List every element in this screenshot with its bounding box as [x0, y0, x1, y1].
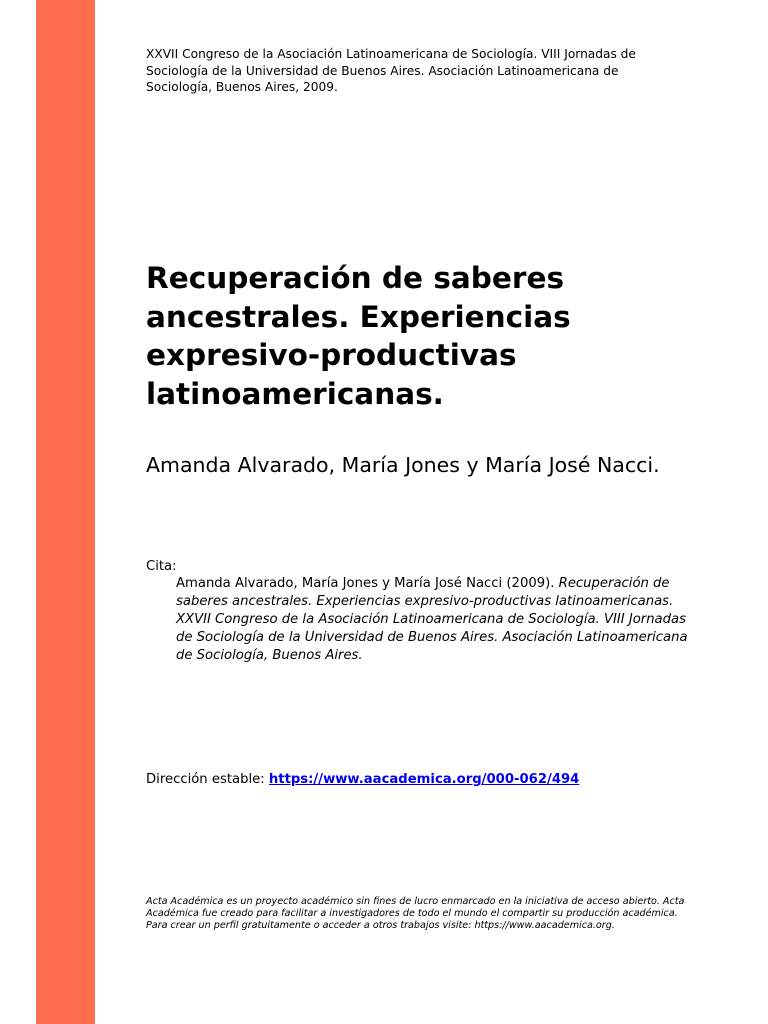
- citation-italic: Recuperación de saberes ancestrales. Experiencias expresivo-productivas latinoamericanas. XXVII Congreso de la Asociación Latinoamericana de Sociología. VIII Jornadas de Sociología de la Universidad de Buenos Aires. Asociación Latinoamericana de Sociología, Buenos Aires.: [176, 576, 688, 663]
- citation-text: [176, 575, 696, 665]
- stable-address-link[interactable]: https://www.aacademica.org/000-062/494: [268, 772, 580, 787]
- side-color-bar: [36, 0, 95, 1024]
- citation-prefix: Amanda Alvarado, María Jones y María José Nacci (2009).: [176, 576, 559, 591]
- stable-address: [146, 771, 706, 789]
- event-header: XXVII Congreso de la Asociación Latinoamericana de Sociología. VIII Jornadas de Sociología de la Universidad de Buenos Aires. Asociación Latinoamericana de Sociología, Buenos Aires, 2009.: [146, 47, 636, 94]
- footer-note: Acta Académica es un proyecto académico sin fines de lucro enmarcado en la iniciativa de acceso abierto. Acta Académica fue creado para facilitar a investigadores de todo el mundo el compartir su producción académica. Para crear un perfil gratuitamente o acceder a otros trabajos visite: https://www.aacademica.org.: [146, 896, 685, 932]
- stable-address-label: Dirección estable:: [146, 772, 269, 787]
- citation-label: Cita:: [146, 559, 177, 574]
- document-title: Recuperación de saberes ancestrales. Experiencias expresivo-productivas latinoamericanas.: [146, 261, 571, 411]
- authors: Amanda Alvarado, María Jones y María José Nacci.: [146, 453, 660, 477]
